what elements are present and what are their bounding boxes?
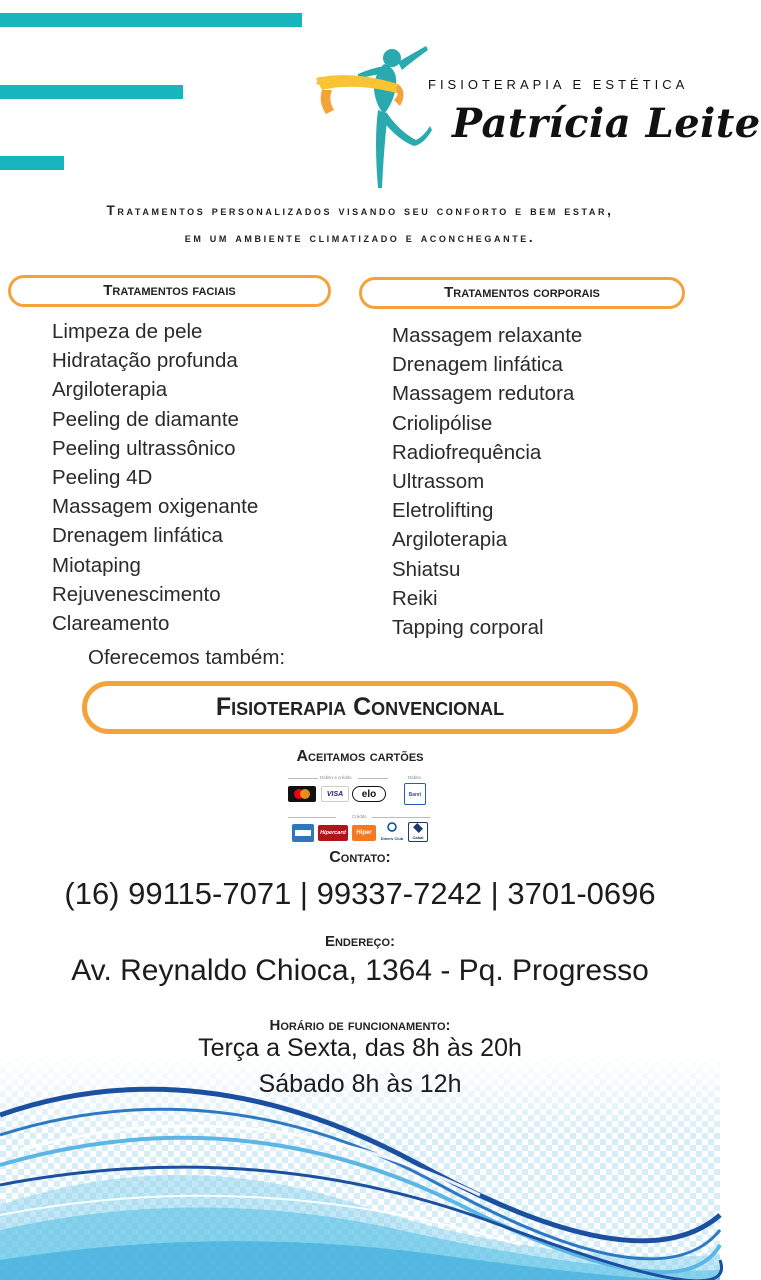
diners-club-icon: Diners Club [380,822,404,842]
body-item: Radiofrequência [392,440,542,464]
teal-bar-bottom [0,156,64,170]
facial-item: Rejuvenescimento [52,582,221,606]
body-item: Ultrassom [392,469,485,493]
body-item: Shiatsu [392,557,461,581]
body-item: Massagem redutora [392,382,575,406]
amex-icon [292,824,314,842]
facial-item: Clareamento [52,611,170,635]
facial-item: Hidratação profunda [52,349,238,373]
body-item: Criolipólise [392,411,493,435]
facial-treatments-list [52,317,258,638]
mastercard-icon [288,786,316,802]
body-item: Argiloterapia [392,528,508,552]
hours-label: Horário de funcionamento: [269,1017,451,1034]
body-item: Massagem relaxante [392,324,583,347]
body-item: Tapping corporal [392,615,544,639]
elo-icon: elo [352,786,386,802]
facial-item: Peeling ultrassônico [52,436,236,460]
address-value: Av. Reynaldo Chioca, 1364 - Pq. Progresso [71,954,649,987]
facial-item: Drenagem linfática [52,524,223,548]
body-section-header [359,277,685,309]
brand-name: Patrícia Leite [452,100,761,147]
teal-bar-middle [0,85,183,99]
tagline-line1: Tratamentos personalizados visando seu conforto e bem estar, [106,203,614,218]
hiper-icon: Hiper [352,825,376,841]
body-item: Reiki [392,586,438,610]
brand-subtitle: FISIOTERAPIA E ESTÉTICA [428,77,689,92]
hours-saturday: Sábado 8h às 12h [258,1070,462,1098]
body-item: Drenagem linfática [392,353,563,377]
dancer-logo-icon [312,40,432,192]
also-offered-intro: Oferecemos também: [88,646,286,669]
conventional-physio-label: Fisioterapia Convencional [215,693,505,721]
banri-icon: Banri [404,783,426,805]
facial-item: Peeling de diamante [52,407,239,431]
body-item: Eletrolifting [392,499,494,523]
visa-icon: VISA [321,786,349,802]
contact-label: Contato: [329,849,391,866]
debit-credit-caption: Débito e crédito [320,775,352,780]
body-section-title: Tratamentos corporais [444,284,600,301]
facial-item: Miotaping [52,553,141,577]
cards-title: Aceitamos cartões [296,748,424,765]
hipercard-icon: Hipercard [318,825,348,841]
conventional-physio-banner [82,681,638,734]
hours-weekdays: Terça a Sexta, das 8h às 20h [198,1034,522,1062]
facial-item: Limpeza de pele [52,320,203,343]
facial-item: Peeling 4D [52,465,153,489]
facial-item: Massagem oxigenante [52,495,259,519]
address-label: Endereço: [324,933,395,950]
teal-bar-top [0,13,302,27]
cabal-icon: Cabal [408,822,428,842]
facial-section-header [8,275,331,307]
facial-item: Argiloterapia [52,378,168,402]
debit-caption: Débito [408,775,422,780]
credit-caption: Crédito [352,814,367,819]
tagline-line2: em um ambiente climatizado e aconchegante. [184,230,536,245]
contact-phones[interactable]: (16) 99115-7071 | 99337-7242 | 3701-0696 [64,876,656,911]
body-treatments-list [392,321,582,642]
facial-section-title: Tratamentos faciais [103,282,236,299]
